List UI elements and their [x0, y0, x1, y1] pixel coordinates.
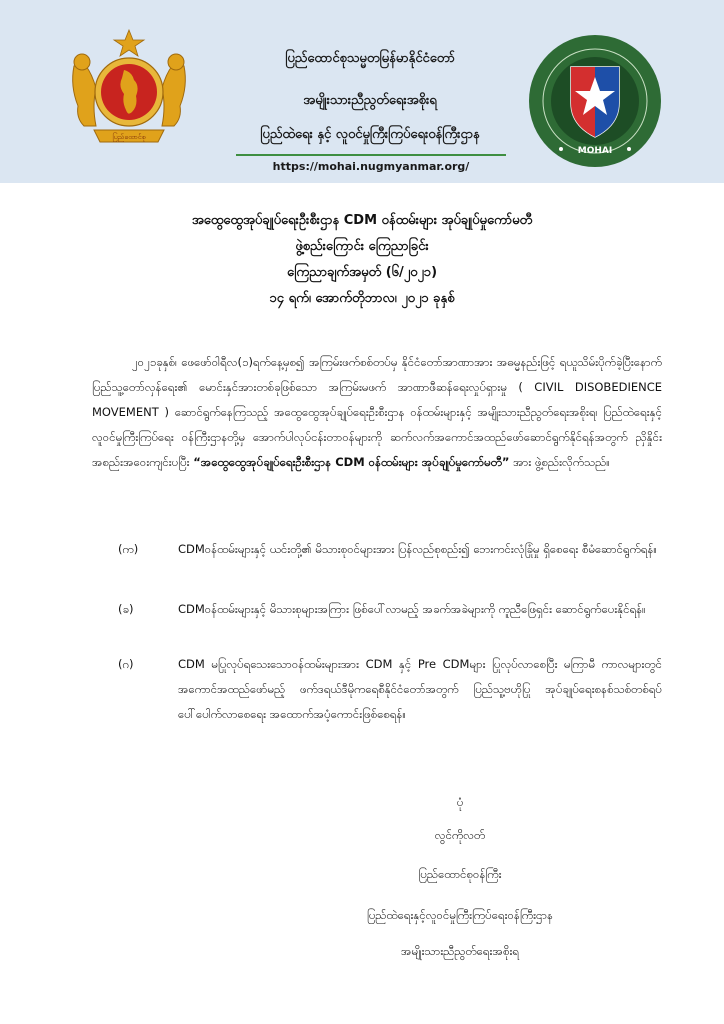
signatory-title: ပြည်ထောင်စုဝန်ကြီး	[418, 867, 502, 881]
list-item-text: CDMဝန်ထမ်းများနှင့် မိသားစုများအကြား ဖြစ်ပေါ်လာမည့် အခက်အခဲများကို ကူညီဖြေရှင်း ဆောင်ရွက်ပေးနိုင်ရန်။	[178, 602, 646, 616]
list-item-text: CDM မပြုလုပ်ရသေးသောဝန်ထမ်းများအား CDM နှင့် Pre CDMများ ပြုလုပ်လာစေပြီး မကြာမီ ကာလများတွင် အကောင်အထည်ဖော်မည့် ဖက်ဒရယ်ဒီမိုကရေစီနိုင်ငံတော်အတွက် ပြည်သူ့ဗဟိုပြု အုပ်ချုပ်ရေးစနစ်သစ်တစ်ရပ် ပေါ်ပေါက်လာစေရေး အထောက်အပံ့ကောင်းဖြစ်စေရန်။	[178, 657, 662, 721]
list-item-number: (ခ)	[118, 602, 134, 616]
list-item	[92, 597, 662, 647]
seal-label: MOHAI	[577, 146, 613, 156]
committee-name: “အထွေထွေအုပ်ချုပ်ရေးဦးစီးဌာန CDM ဝန်ထမ်းများ အုပ်ချုပ်မှုကော်မတီ”	[193, 455, 510, 469]
signature-mark: ပုံ	[456, 795, 464, 809]
announcement-number: ကြေညာချက်အမှတ် (၆/၂၀၂၁)	[286, 265, 438, 280]
letterhead	[0, 0, 724, 183]
signatory-ministry: ပြည်ထဲရေးနှင့်လူဝင်မှုကြီးကြပ်ရေးဝန်ကြီးဌာန	[366, 908, 554, 922]
announcement-date: ၁၄ ရက်၊ အောက်တိုဘာလ၊ ၂၀၂၁ ခုနှစ်	[269, 291, 455, 306]
signatory-name: လွင်ကိုလတ်	[434, 828, 486, 842]
emblem-caption: ပြည်ထောင်စု	[112, 133, 146, 141]
list-item-number: (က)	[118, 542, 139, 556]
list-item	[92, 537, 662, 587]
header-country-name: ပြည်ထောင်စုသမ္မတမြန်မာနိုင်ငံတော်	[285, 51, 455, 66]
document-title: အထွေထွေအုပ်ချုပ်ရေးဦးစီးဌာန CDM ဝန်ထမ်းများ အုပ်ချုပ်မှုကော်မတီ	[191, 213, 533, 228]
signatory-government: အမျိုးသားညီညွတ်ရေးအစိုးရ	[400, 944, 520, 958]
list-item	[92, 652, 662, 752]
main-paragraph-end: အား ဖွဲ့စည်းလိုက်သည်။	[509, 455, 610, 469]
main-paragraph	[92, 350, 662, 475]
header-government-name: အမျိုးသားညီညွတ်ရေးအစိုးရ	[303, 93, 437, 108]
main-paragraph-text: ၂၀၂၁ခုနှစ်၊ ဖေဖော်ဝါရီလ(၁)ရက်နေ့မှစ၍ အကြမ်းဖက်စစ်တပ်မှ နိုင်ငံတော်အာဏာအား အဓမ္မနည်းဖြင့် ရယူသိမ်းပိုက်ခဲ့ပြီးနောက် ပြည်သူ့တော်လှန်ရေး၏ မောင်းနှင်အားတစ်ခုဖြစ်သော အကြမ်းမဖက် အာဏာဖီဆန်ရေးလှုပ်ရှားမှု ( CIVIL DISOBEDIENCE MOVEMENT ) ဆောင်ရွက်နေကြသည့် အထွေထွေအုပ်ချုပ်ရေးဦးစီးဌာန ဝန်ထမ်းများနှင့် အမျိုးသားညီညွတ်ရေးအစိုးရ၊ ပြည်ထဲရေးနှင့်လူဝင်မှုကြီးကြပ်ရေး ဝန်ကြီးဌာနတို့မှ အောက်ပါလုပ်ငန်းတာဝန်များကို ဆက်လက်အကောင်အထည်ဖော်ဆောင်ရွက်နိုင်ရန်အတွက် ညှိနှိုင်းအစည်းအဝေးကျင်းပပြီး	[92, 355, 662, 469]
header-divider	[236, 154, 506, 156]
document-subtitle: ဖွဲ့စည်းကြောင်း ကြေညာခြင်း	[295, 239, 429, 254]
header-url: https://mohai.nugmyanmar.org/	[272, 160, 470, 173]
list-item-number: (ဂ)	[118, 657, 134, 671]
mohai-seal-icon	[527, 33, 663, 169]
list-item-text: CDMဝန်ထမ်းများနှင့် ယင်းတို့၏ မိသားစုဝင်များအား ပြန်လည်စုစည်း၍ ဘေးကင်းလုံခြုံမှု ရှိစေရေး စီမံဆောင်ရွက်ရန်။	[178, 542, 657, 556]
state-emblem-icon	[66, 26, 192, 152]
header-ministry-name: ပြည်ထဲရေး နှင့် လူဝင်မှုကြီးကြပ်ရေးဝန်ကြီးဌာန	[260, 127, 480, 142]
